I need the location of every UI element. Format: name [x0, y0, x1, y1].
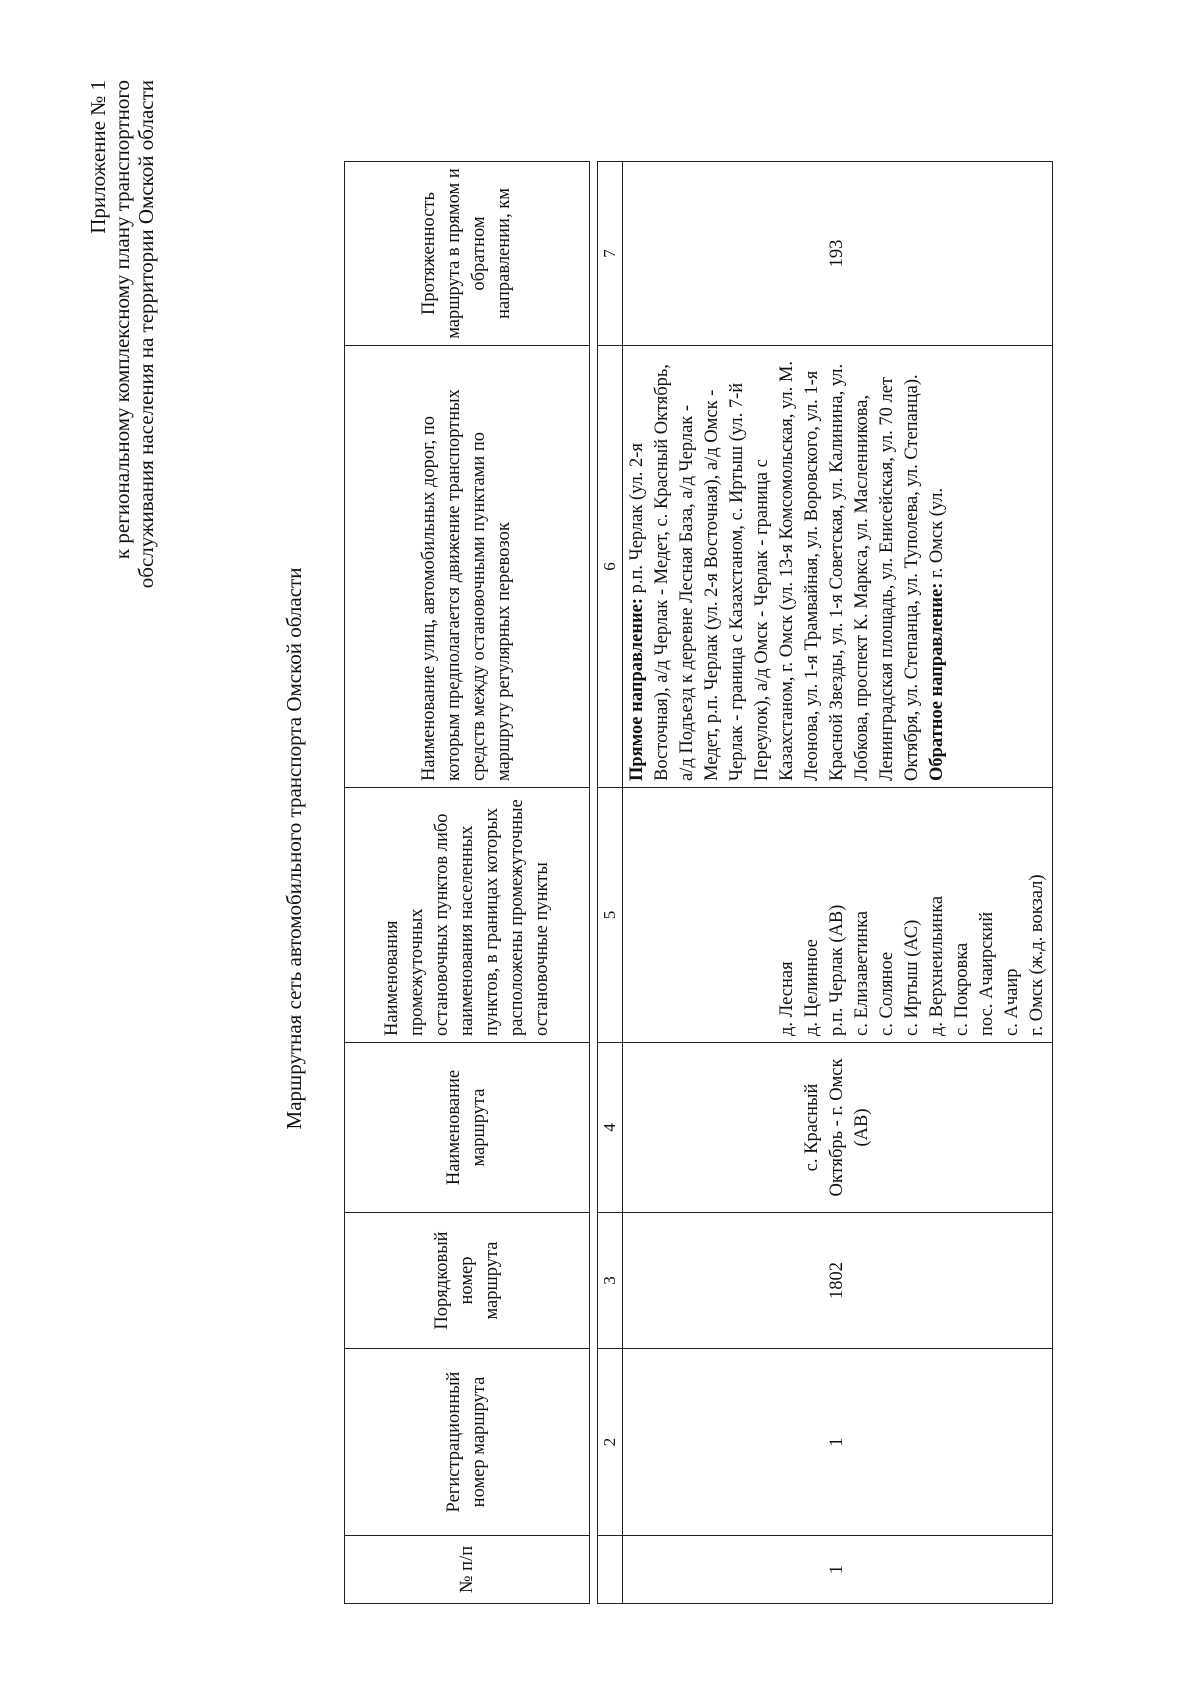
cell-route-name: с. Красный Октябрь - г. Омск (АВ) [623, 1043, 1053, 1213]
stop-item: г. Омск (ж.д. вокзал) [1027, 874, 1047, 1036]
reverse-direction-text: г. Омск (ул. [927, 487, 947, 583]
stops-list [775, 874, 1050, 1036]
forward-direction-text: р.п. Черлак (ул. 2-я Восточная), а/д Черлак - Медет, с. Красный Октябрь, а/д Подъезд к деревне Лесная База, а/д Черлак - Медет, р.п. Черлак (ул. 2-я Восточная), а/д Омск - Черлак - граница с Казахстаном, с. Иртыш (ул. 7-й Переулок), а/д Омск - Черлак - граница с Казахстаном, г. Омск (ул. 13-я Комсомольская, ул. М. Леонова, ул. 1-я Трамвайная, ул. Воровского, ул. 1-я Красной Звезды, ул. 1-я Советская, ул. Калинина, ул. Лобкова, проспект К. Маркса, ул. Масленникова, Ленинградская площадь, ул. Енисейская, ул. 70 лет Октября, ул. Степанца, ул. Туполева, ул. Степанца). [627, 361, 922, 781]
document-title: Маршрутная сеть автомобильного транспорта Омской области [282, 567, 306, 1130]
stop-item: р.п. Черлак (АВ) [827, 904, 847, 1036]
cell-intermediate-stops [623, 788, 1053, 1043]
column-number-2: 2 [598, 1349, 623, 1536]
stop-item: д. Верхнеильинка [927, 895, 947, 1036]
routes-table [344, 161, 1053, 1604]
column-number-7: 7 [598, 162, 623, 346]
appendix-header [86, 80, 158, 588]
header-length: Протяженность маршрута в прямом и обратном направлении, км [345, 162, 590, 346]
cell-streets [623, 346, 1053, 788]
stop-item: д. Целинное [802, 939, 822, 1036]
header-intermediate-stops: Наименования промежуточных остановочных пунктов либо наименования населенных пунктов, в границах которых расположены промежуточные остановочные пункты [345, 788, 590, 1043]
stop-item: с. Покровка [952, 942, 972, 1036]
stop-item: с. Елизаветинка [852, 910, 872, 1036]
forward-direction-label: Прямое направление: [627, 597, 647, 781]
column-number-5: 5 [598, 788, 623, 1043]
reverse-direction [925, 352, 950, 781]
cell-number: 1 [623, 1536, 1053, 1604]
appendix-line-1: Приложение № 1 [86, 80, 110, 234]
header-serial-number: Порядковый номер маршрута [345, 1213, 590, 1349]
column-number-1 [598, 1536, 623, 1604]
appendix-line-2: к региональному комплексному плану транспортного [110, 80, 134, 560]
header-number: № п/п [345, 1536, 590, 1604]
cell-reg-number: 1 [623, 1349, 1053, 1536]
column-number-row [598, 162, 623, 1604]
stop-item: пос. Ачаирский [977, 911, 997, 1036]
cell-serial-number: 1802 [623, 1213, 1053, 1349]
column-number-6: 6 [598, 346, 623, 788]
appendix-line-3: обслуживания населения на территории Омской области [134, 80, 158, 589]
stop-item: с. Иртыш (АС) [902, 919, 922, 1036]
table-separator [590, 162, 598, 1604]
table-row [623, 162, 1053, 1604]
stop-item: д. Лесная [777, 961, 797, 1036]
header-reg-number: Регистрационный номер маршрута [345, 1349, 590, 1536]
header-streets: Наименование улиц, автомобильных дорог, по которым предполагается движение транспортных средств между остановочными пунктами по маршруту регулярных перевозок [345, 346, 590, 788]
table-header-row [345, 162, 590, 1604]
cell-length: 193 [623, 162, 1053, 346]
column-number-3: 3 [598, 1213, 623, 1349]
header-route-name: Наименование маршрута [345, 1043, 590, 1213]
stop-item: с. Соляное [877, 951, 897, 1036]
forward-direction [625, 352, 925, 781]
column-number-4: 4 [598, 1043, 623, 1213]
reverse-direction-label: Обратное направление: [927, 582, 947, 781]
stop-item: с. Ачаир [1002, 968, 1022, 1036]
